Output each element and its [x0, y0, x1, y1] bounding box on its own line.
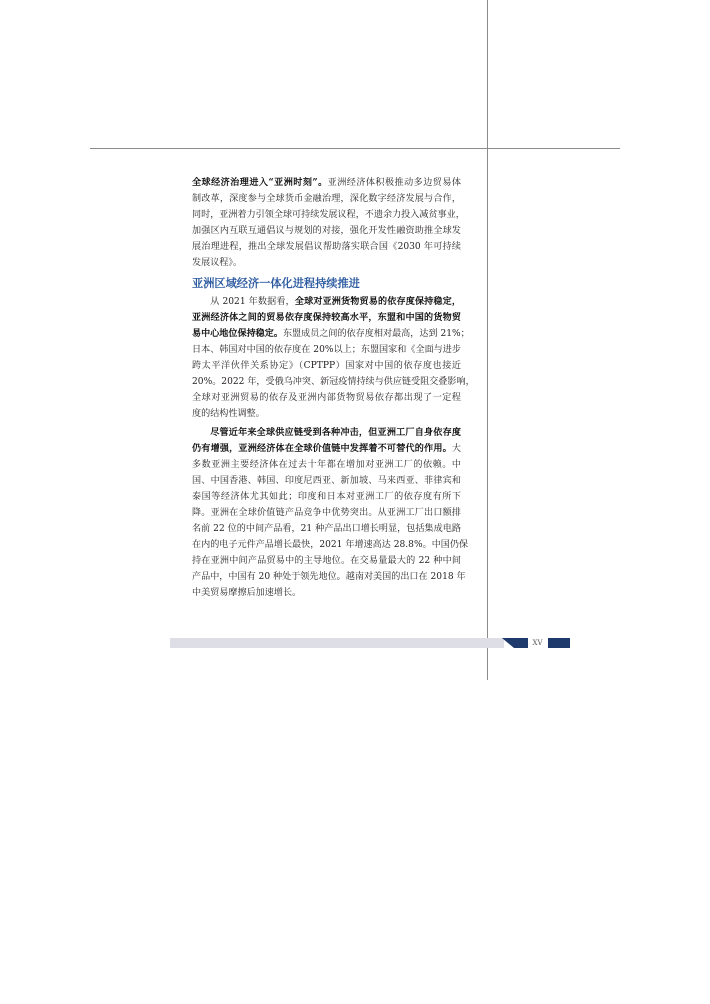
text-line: [192, 175, 461, 191]
text-line: [192, 326, 470, 342]
trim-mark-vertical: [487, 0, 488, 680]
trim-mark-horizontal: [90, 148, 620, 149]
text-line: [192, 294, 461, 310]
text-line: 日本、韩国对中国的依存度在 20%以上；东盟国家和《全面与进步: [192, 345, 461, 355]
text-line: 度的结构性调整。: [192, 409, 265, 419]
body-text: [192, 175, 475, 601]
text-line: 跨太平洋伙伴关系协定》（CPTPP）国家对中国的依存度也接近: [192, 361, 461, 371]
text-line: 名前 22 位的中间产品看，21 种产品出口增长明显，包括集成电路: [192, 524, 461, 534]
text-line: 20%。2022 年，受俄乌冲突、新冠疫情持续与供应链受阻交叠影响，: [192, 377, 475, 387]
paragraph: [192, 175, 465, 271]
text-line: 亚洲经济体之间的贸易依存度保持较高水平，东盟和中国的货物贸: [192, 312, 461, 323]
text-run: 从 2021 年数据看，: [210, 297, 295, 307]
paragraph: [192, 425, 469, 601]
footer-accent-block: [548, 638, 570, 648]
text-line: 制改革，深度参与全球货币金融治理，深化数字经济发展与合作，: [192, 194, 461, 204]
paragraph: [192, 294, 475, 422]
text-line: [192, 441, 461, 457]
text-run: 东盟成员之间的依存度相对最高，达到 21%；: [282, 329, 470, 339]
footer-wedge-ornament: [500, 638, 528, 648]
text-line: 国、中国香港、韩国、印度尼西亚、新加坡、马来西亚、菲律宾和: [192, 476, 461, 486]
text-line: 泰国等经济体尤其如此；印度和日本对亚洲工厂的依存度有所下: [192, 492, 461, 502]
text-line: 全球对亚洲贸易的依存及亚洲内部货物贸易依存都出现了一定程: [192, 393, 461, 403]
text-line: 加强区内互联互通倡议与规划的对接，强化开发性融资助推全球发: [192, 226, 461, 236]
text-line: 产品中，中国有 20 种处于领先地位。越南对美国的出口在 2018 年: [192, 572, 466, 582]
section-heading: 亚洲区域经济一体化进程持续推进: [192, 276, 360, 290]
bold-run: 易中心地位保持稳定。: [192, 328, 283, 339]
text-line: 多数亚洲主要经济体在过去十年都在增加对亚洲工厂的依赖。中: [192, 460, 461, 470]
text-line: 中美贸易摩擦后加速增长。: [192, 588, 302, 598]
bold-run: 仍有增强，亚洲经济体在全球价值链中发挥着不可替代的作用。: [192, 443, 452, 454]
text-run: 大: [451, 444, 461, 454]
text-line: 在内的电子元件产品增长最快，2021 年增速高达 28.8%。中国仍保: [192, 540, 469, 550]
text-line: 发展议程》。: [192, 258, 243, 268]
footer-bar: [170, 638, 504, 648]
text-line: 持在亚洲中间产品贸易中的主导地位。在交易量最大的 22 种中间: [192, 556, 461, 566]
bold-run: 全球经济治理进入“亚洲时刻”。: [192, 177, 328, 188]
text-line: 同时，亚洲着力引领全球可持续发展议程，不遗余力投入减贫事业，: [192, 210, 465, 220]
page-number: XV: [532, 639, 543, 647]
text-line: 尽管近年来全球供应链受到各种冲击，但亚洲工厂自身依存度: [210, 427, 461, 438]
text-run: 亚洲经济体积极推动多边贸易体: [327, 178, 461, 188]
text-line: 降。亚洲在全球价值链产品竞争中优势突出。从亚洲工厂出口额排: [192, 508, 461, 518]
bold-run: 全球对亚洲货物贸易的依存度保持稳定，: [294, 296, 461, 307]
text-line: 展治理进程，推出全球发展倡议帮助落实联合国《2030 年可持续: [192, 242, 461, 252]
